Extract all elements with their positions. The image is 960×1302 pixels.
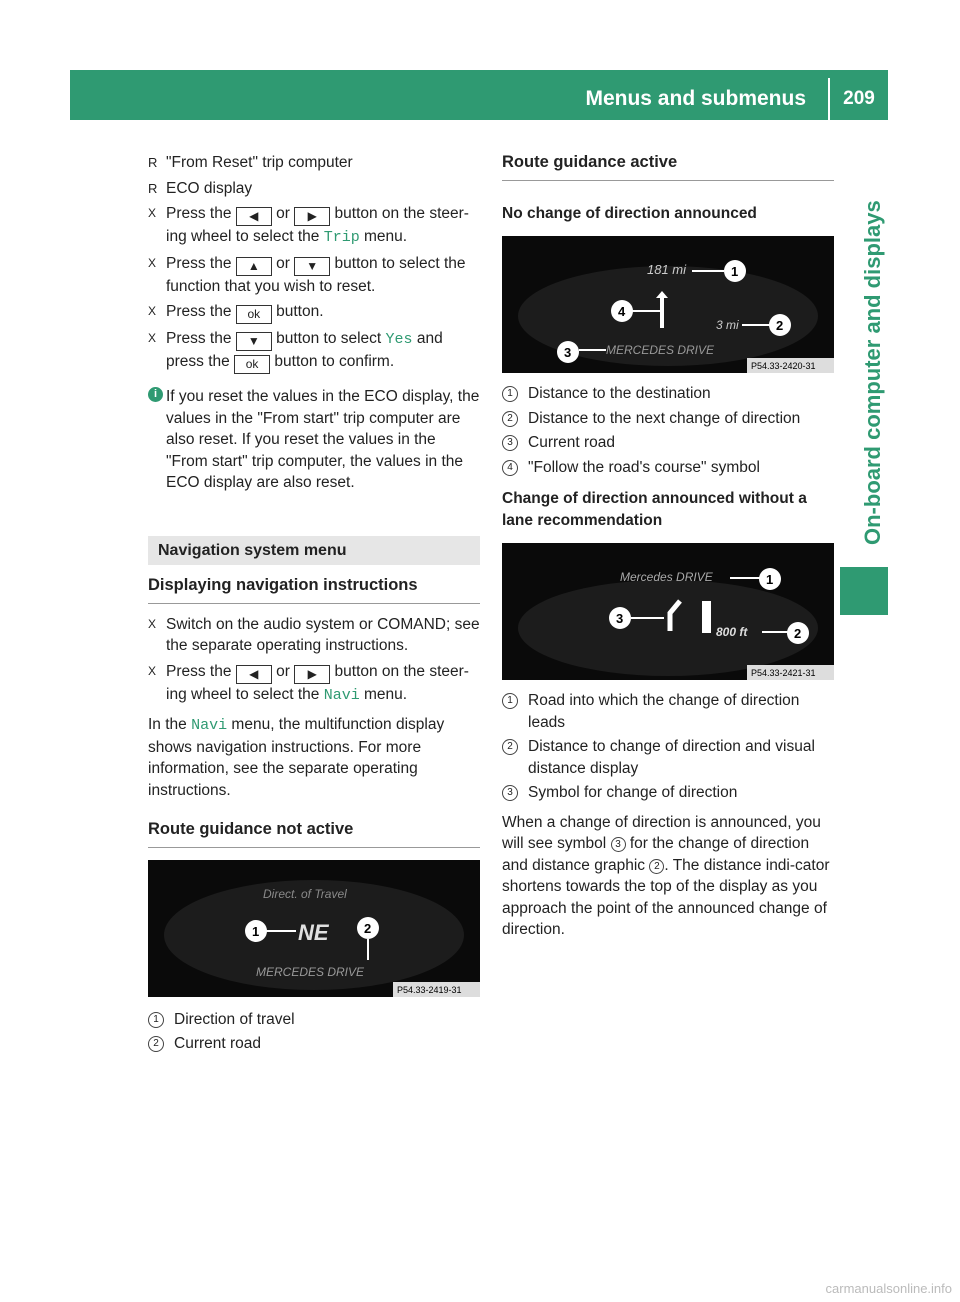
legend-item: 2 Distance to the next change of direction [502,408,834,430]
legend-item: 2 Current road [148,1033,480,1055]
direction-value: NE [298,919,329,945]
subsection-heading: Route guidance not active [148,819,480,848]
figure-code: P54.33-2419-31 [397,984,462,995]
number-3-icon: 3 [502,435,518,451]
number-4-icon: 4 [502,460,518,476]
number-2-icon: 2 [502,739,518,755]
step-item: X Switch on the audio system or COMAND; see the separate operating instructions. [148,615,480,654]
section-heading: Route guidance active [502,152,834,181]
legend-item: 3 Current road [502,432,834,454]
side-tab-label: On-board computer and displays [860,200,885,545]
svg-text:800 ft: 800 ft [716,625,748,639]
number-2-icon: 2 [502,411,518,427]
list-item: R ECO display [148,178,480,200]
svg-text:1: 1 [766,572,774,587]
number-3-icon: 3 [502,785,518,801]
header-title: Menus and submenus [585,87,806,110]
number-1-icon: 1 [148,1012,164,1028]
svg-text:3: 3 [564,345,572,360]
right-arrow-key-icon: ▶ [294,665,330,684]
legend-item: 3 Symbol for change of direction [502,782,834,804]
down-arrow-key-icon: ▼ [294,257,330,276]
right-arrow-key-icon: ▶ [294,207,330,226]
subsection-heading: No change of direction announced [502,204,757,222]
list-item: R "From Reset" trip computer [148,152,480,174]
down-arrow-key-icon: ▼ [236,332,272,351]
svg-text:P54.33-2420-31: P54.33-2420-31 [751,361,816,371]
number-2-icon: 2 [649,859,664,874]
paragraph: In the Navi menu, the multifunction display shows navigation instructions. For more information, see the separate operating instructions. [148,716,445,799]
svg-text:MERCEDES DRIVE: MERCEDES DRIVE [606,343,715,357]
info-note: i If you reset the values in the ECO display, the values in the "From start" trip computer are also reset. If you reset the values in the "From start" trip computer, the values in the ECO display are also reset. [148,386,480,494]
page-number: 209 [843,88,875,109]
menu-name: Trip [323,229,360,246]
ok-key-icon: ok [234,355,270,374]
svg-text:181 mi: 181 mi [647,262,687,277]
subsection-heading: Change of direction announced without a lane recommendation [502,490,807,529]
step-item: X Press the ◀ or ▶ button on the steer-ing wheel to select the Trip menu. [148,205,469,246]
number-3-icon: 3 [611,837,626,852]
svg-text:Mercedes DRIVE: Mercedes DRIVE [620,570,713,584]
step-item: X Press the ok button. [148,301,480,324]
step-arrow-icon: X [148,206,157,220]
step-arrow-icon: X [148,616,157,631]
paragraph: When a change of direction is announced, you will see symbol 3 for the change of direction and distance graphic 2 . The distance indi-cator shortens towards the top of the display as you approach the point of the announced change of direction. [502,813,830,938]
step-arrow-icon: X [148,663,157,678]
step-arrow-icon: X [148,304,157,318]
step-arrow-icon: X [148,331,157,345]
svg-text:2: 2 [794,626,802,641]
number-1-icon: 1 [502,693,518,709]
left-arrow-key-icon: ◀ [236,665,272,684]
svg-text:3: 3 [616,611,624,626]
left-arrow-key-icon: ◀ [236,207,272,226]
left-column [148,152,480,1058]
number-1-icon: 1 [502,386,518,402]
up-arrow-key-icon: ▲ [236,257,272,276]
legend-item: 1 Direction of travel [148,1009,480,1031]
legend-item: 1 Road into which the change of direction leads [502,690,834,733]
svg-text:1: 1 [252,923,260,939]
step-item: X Press the ◀ or ▶ button on the steer-ing wheel to select the Navi menu. [148,662,469,704]
svg-text:2: 2 [364,920,372,936]
image-title: Direct. of Travel [263,886,347,901]
subsection-heading: Displaying navigation instructions [148,575,480,604]
menu-name: Navi [323,686,360,704]
menu-name: Navi [191,717,228,734]
svg-text:3 mi: 3 mi [716,318,739,332]
svg-text:1: 1 [731,264,739,279]
svg-text:4: 4 [618,304,626,319]
legend-item: 1 Distance to the destination [502,383,834,405]
step-item: X Press the ▲ or ▼ button to select the function that you wish to reset. [148,254,466,295]
display-image-no-change [502,236,834,373]
ok-key-icon: ok [236,305,272,324]
watermark-footer: carmanualsonline.info [825,1281,952,1296]
section-heading: Navigation system menu [148,536,480,566]
svg-text:P54.33-2421-31: P54.33-2421-31 [751,668,816,678]
step-item: X Press the ▼ button to select Yes and press the ok button to confirm. [148,328,480,374]
header-bar [70,70,888,120]
legend-item: 2 Distance to change of direction and visual distance display [502,736,834,779]
right-column [502,152,834,941]
menu-value: Yes [385,331,413,348]
road-name: MERCEDES DRIVE [256,964,365,979]
display-image-direction [148,860,480,997]
side-tab-marker [840,567,888,615]
legend-item: 4 "Follow the road's course" symbol [502,457,834,479]
info-icon: i [148,387,163,402]
svg-text:2: 2 [776,318,784,333]
display-image-change [502,543,834,680]
bullet-icon: R [148,155,158,170]
number-2-icon: 2 [148,1036,164,1052]
bullet-icon: R [148,180,158,196]
step-arrow-icon: X [148,255,157,270]
